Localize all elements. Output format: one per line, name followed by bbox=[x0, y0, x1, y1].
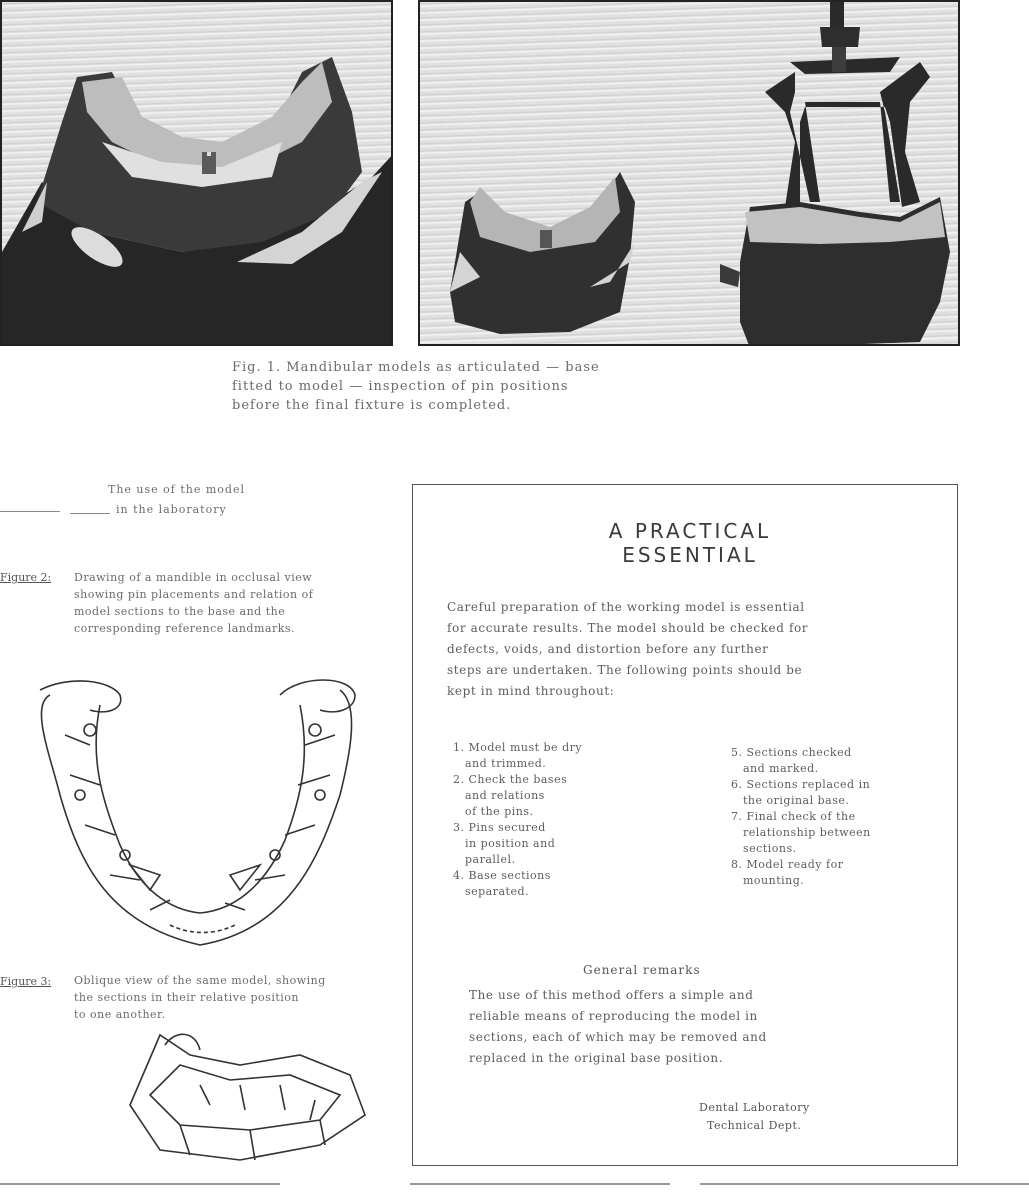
divider bbox=[70, 513, 110, 514]
list-item: 1. Model must be dry bbox=[453, 741, 583, 754]
list-item: and marked. bbox=[731, 762, 819, 775]
intro-line: kept in mind throughout: bbox=[447, 684, 615, 698]
list-item: the original base. bbox=[731, 794, 850, 807]
signature-line: Technical Dept. bbox=[699, 1119, 802, 1132]
list-item: and trimmed. bbox=[453, 757, 547, 770]
checklist-left bbox=[453, 740, 582, 900]
intro-paragraph bbox=[447, 597, 937, 702]
figure-3-label: Figure 3: bbox=[0, 975, 52, 988]
list-item: 6. Sections replaced in bbox=[731, 778, 871, 791]
figure-3-caption bbox=[74, 972, 394, 1023]
intro-line: Careful preparation of the working model is essential bbox=[447, 600, 805, 614]
list-item: parallel. bbox=[453, 853, 516, 866]
figure-3-line: the sections in their relative position bbox=[74, 991, 299, 1004]
list-item: relationship between bbox=[731, 826, 871, 839]
intro-line: steps are undertaken. The following points should be bbox=[447, 663, 803, 677]
closing-line: reliable means of reproducing the model in bbox=[469, 1009, 758, 1023]
figure-3-line: Oblique view of the same model, showing bbox=[74, 974, 326, 987]
closing-line: sections, each of which may be removed and bbox=[469, 1030, 767, 1044]
box-title: A PRACTICAL ESSENTIAL bbox=[608, 519, 772, 567]
mandible-oblique-drawing bbox=[120, 1025, 370, 1165]
list-item: in position and bbox=[453, 837, 556, 850]
figure-2-line: corresponding reference landmarks. bbox=[74, 622, 296, 635]
list-item: sections. bbox=[731, 842, 797, 855]
mandible-model-illustration bbox=[2, 2, 393, 346]
mandible-occlusal-drawing bbox=[30, 675, 370, 965]
general-remarks-heading: General remarks bbox=[583, 963, 701, 977]
list-item: and relations bbox=[453, 789, 545, 802]
practical-essential-box bbox=[412, 484, 958, 1166]
signature-block bbox=[699, 1099, 810, 1135]
figure-2-line: Drawing of a mandible in occlusal view bbox=[74, 571, 313, 584]
list-item: 2. Check the bases bbox=[453, 773, 568, 786]
list-item: 5. Sections checked bbox=[731, 746, 852, 759]
list-item: separated. bbox=[453, 885, 530, 898]
closing-paragraph bbox=[469, 985, 919, 1069]
figure-2-line: model sections to the base and the bbox=[74, 605, 286, 618]
bottom-divider bbox=[410, 1183, 670, 1185]
closing-line: replaced in the original base position. bbox=[469, 1051, 724, 1065]
bottom-divider bbox=[0, 1183, 280, 1185]
photo-right-models-with-fixture bbox=[418, 0, 960, 346]
figure-2-line: showing pin placements and relation of bbox=[74, 588, 314, 601]
list-item: 4. Base sections bbox=[453, 869, 551, 882]
figure-2-label: Figure 2: bbox=[0, 571, 52, 584]
figure-caption bbox=[232, 358, 732, 415]
list-item: mounting. bbox=[731, 874, 805, 887]
intro-line: for accurate results. The model should be checked for bbox=[447, 621, 809, 635]
caption-line: Fig. 1. Mandibular models as articulated — base bbox=[232, 360, 600, 375]
caption-line: before the final fixture is completed. bbox=[232, 398, 512, 413]
bottom-divider bbox=[700, 1183, 1029, 1185]
figure-2-caption bbox=[74, 569, 394, 637]
left-heading-line1: The use of the model bbox=[108, 483, 245, 496]
divider bbox=[0, 511, 60, 512]
closing-line: The use of this method offers a simple and bbox=[469, 988, 754, 1002]
caption-line: fitted to model — inspection of pin positions bbox=[232, 379, 569, 394]
figure-3-line: to one another. bbox=[74, 1008, 166, 1021]
intro-line: defects, voids, and distortion before any further bbox=[447, 642, 769, 656]
list-item: of the pins. bbox=[453, 805, 534, 818]
left-heading-line2: in the laboratory bbox=[116, 503, 227, 516]
list-item: 7. Final check of the bbox=[731, 810, 856, 823]
list-item: 8. Model ready for bbox=[731, 858, 844, 871]
checklist-right bbox=[731, 745, 871, 889]
models-and-fixture-illustration bbox=[420, 2, 960, 346]
signature-line: Dental Laboratory bbox=[699, 1101, 810, 1114]
photo-left-mandible-model bbox=[0, 0, 393, 346]
list-item: 3. Pins secured bbox=[453, 821, 546, 834]
